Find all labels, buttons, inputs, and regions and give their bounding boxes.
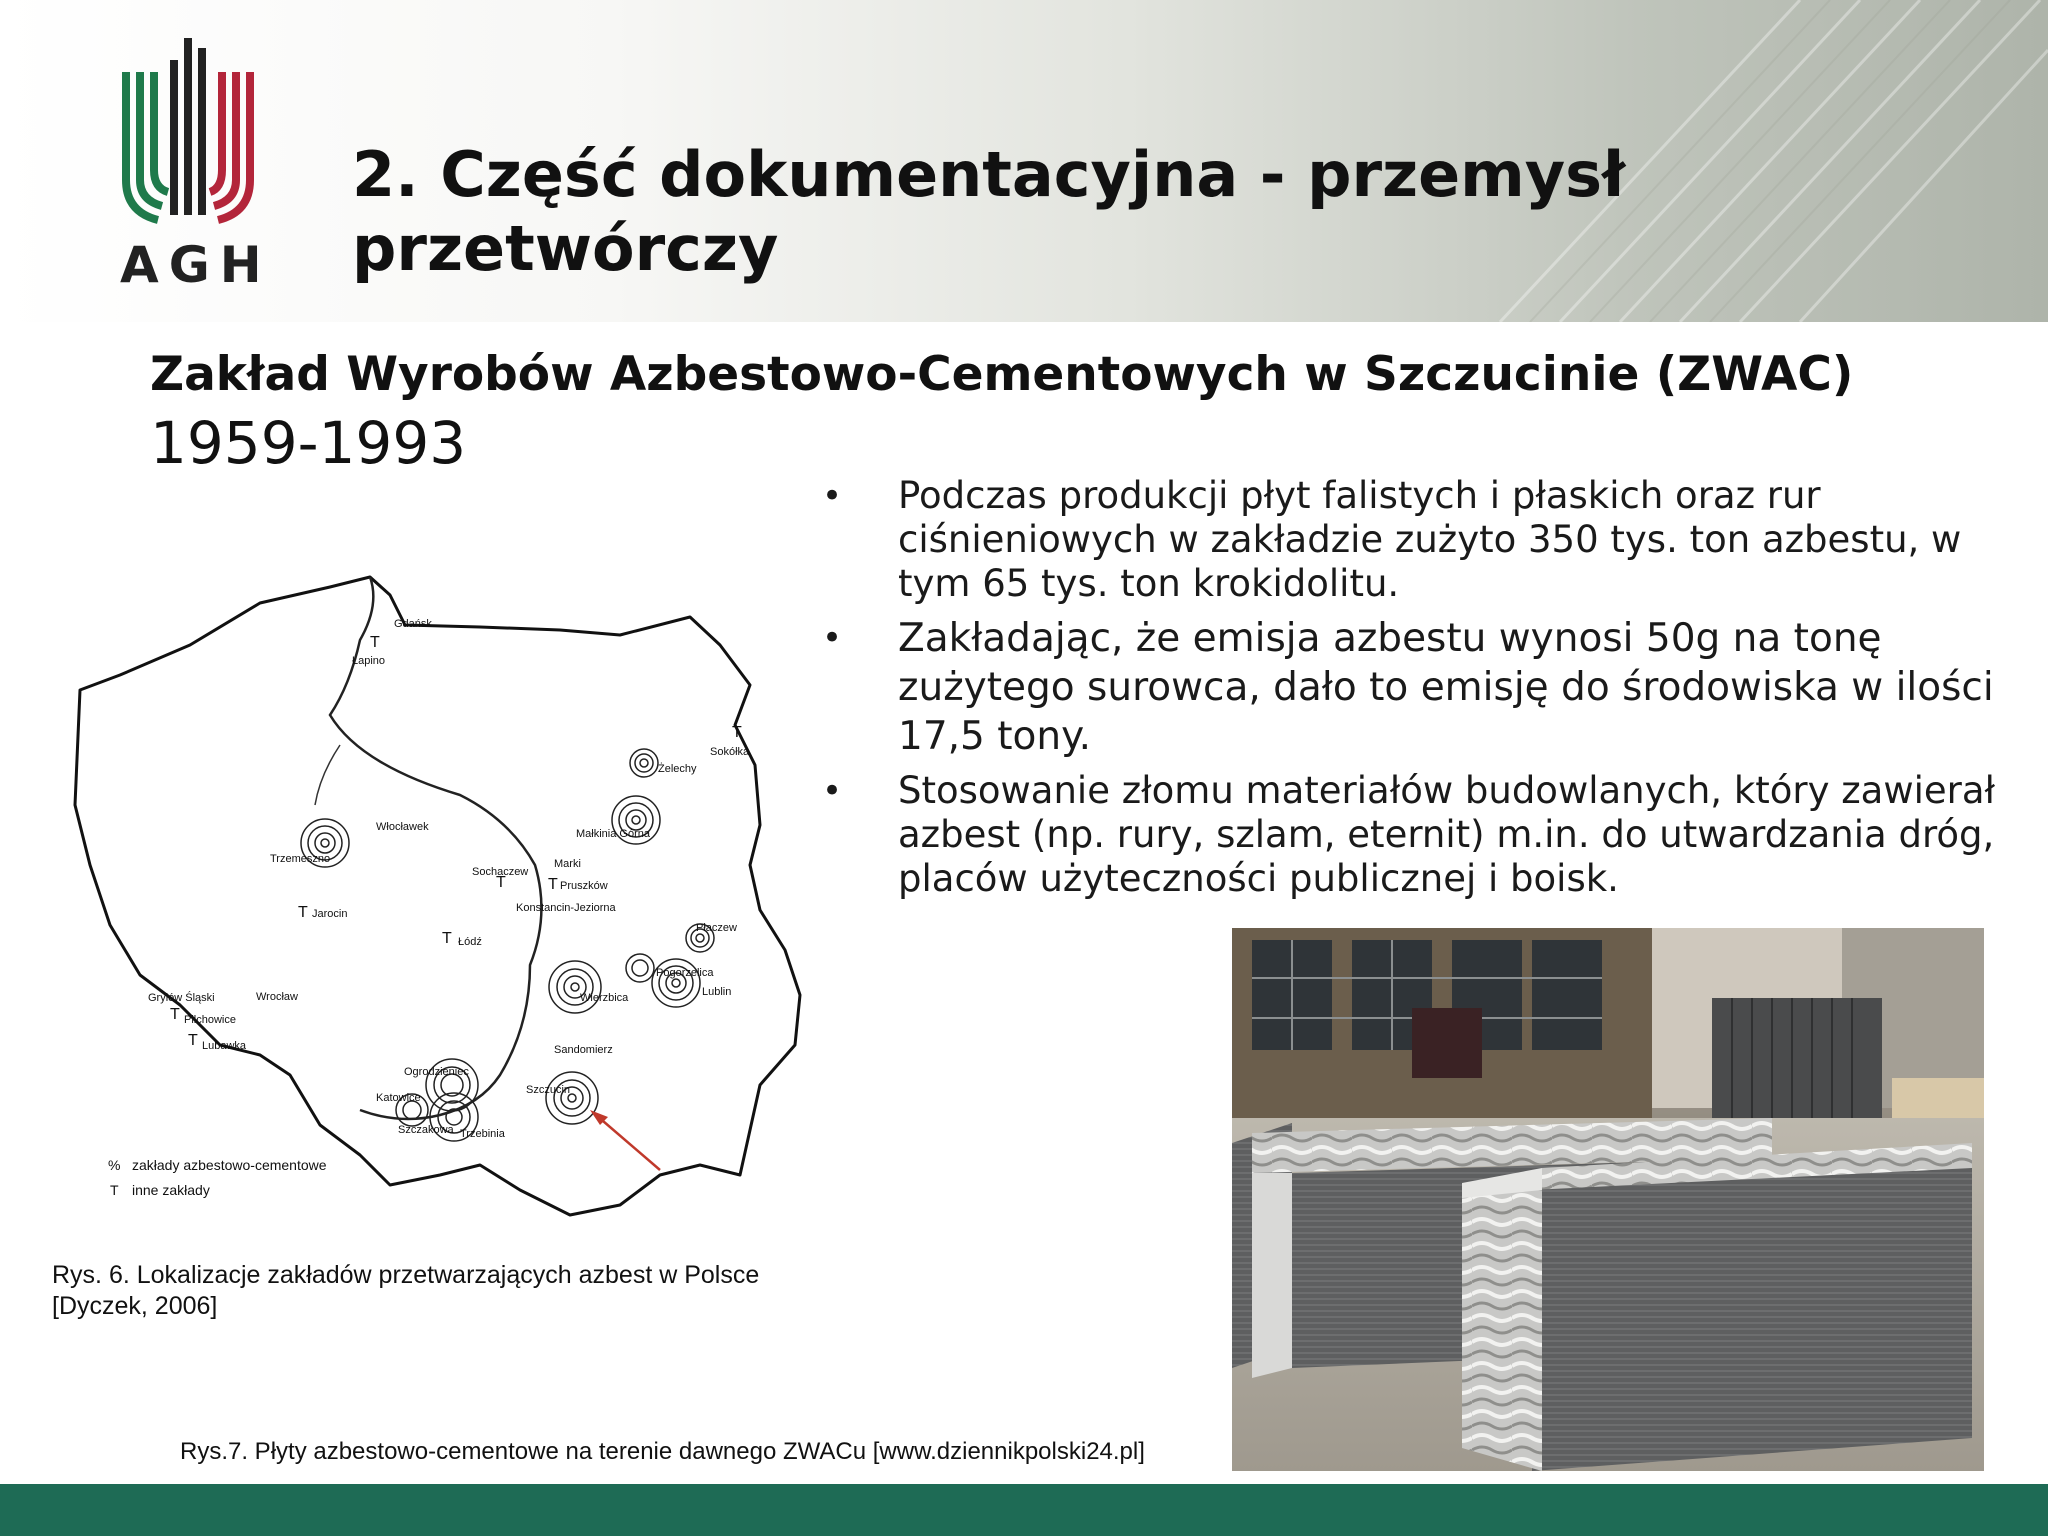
bullet-text: Podczas produkcji płyt falistych i płaskich oraz rur ciśnieniowych w zakładzie zużyto 350 tys. ton azbestu, w tym 65 tys. ton krokidolitu. [898, 474, 1962, 605]
t-marker: T [170, 1006, 180, 1023]
legend-text: zakłady azbestowo-cementowe [132, 1157, 327, 1173]
poland-map [60, 565, 820, 1255]
bullet-list [810, 474, 2038, 909]
map-label: Wrocław [256, 991, 298, 1003]
map-label: Łódź [458, 936, 482, 948]
map-label: Katowice [376, 1092, 421, 1104]
section-subtitle: Zakład Wyrobów Azbestowo-Cementowych w Szczucinie (ZWAC) [150, 347, 1854, 402]
legend-text: inne zakłady [132, 1182, 210, 1198]
map-label: Grylów Śląski [148, 992, 215, 1004]
map-label: Pogorzelica [656, 967, 714, 979]
bullet-item [810, 769, 2038, 901]
bullet-symbol: • [822, 771, 843, 811]
bullet-item [810, 474, 2038, 606]
t-marker: T [732, 724, 742, 741]
map-label: Małkinia Górna [576, 828, 650, 840]
legend-symbol: % [108, 1157, 121, 1173]
logo-wordmark: AGH [120, 236, 272, 294]
page-title: 2. Część dokumentacyjna - przemysł przetwórczy [352, 138, 1626, 285]
t-marker: T [442, 930, 452, 947]
map-label: Szczucin [526, 1084, 571, 1096]
map-label: Marki [554, 858, 581, 870]
map-label: Pruszków [560, 880, 608, 892]
map-label: Jarocin [312, 908, 348, 920]
bullet-symbol: • [822, 618, 843, 658]
t-marker: T [370, 634, 380, 651]
slide-header [0, 0, 2048, 322]
map-label: Sokółka [710, 746, 750, 758]
map-legend [108, 1157, 327, 1198]
t-marker: T [298, 904, 308, 921]
map-label: Sochaczew [472, 866, 529, 878]
map-label: Ogrodzieniec [404, 1066, 469, 1078]
map-label: Gdańsk [394, 618, 432, 630]
bullet-item [810, 614, 2038, 761]
map-label: Włocławek [376, 821, 429, 833]
bullet-text: Stosowanie złomu materiałów budowlanych, który zawierał azbest (np. rury, szlam, eternit) m.in. do utwardzania dróg, placów użyteczności publicznej i boisk. [898, 769, 1996, 900]
bullet-symbol: • [822, 476, 843, 516]
map-label: Konstancin-Jeziorna [516, 902, 616, 914]
map-label: Trzemeszno [270, 853, 331, 865]
asbestos-sheets-photo [1232, 928, 1984, 1471]
photo-caption: Rys.7. Płyty azbestowo-cementowe na terenie dawnego ZWACu [www.dziennikpolski24.pl] [180, 1438, 1145, 1465]
legend-symbol: T [110, 1182, 119, 1198]
t-marker: T [188, 1032, 198, 1049]
years-range: 1959-1993 [150, 409, 467, 477]
map-label: Sandomierz [554, 1044, 613, 1056]
map-label: Lubawka [202, 1040, 247, 1052]
map-label: Żelechy [658, 763, 697, 775]
map-label: Trzebinia [460, 1128, 505, 1140]
t-marker: T [496, 874, 506, 891]
map-label: Pilchowice [184, 1014, 236, 1026]
map-label: Łapino [352, 655, 386, 667]
map-label: Lublin [702, 986, 732, 998]
map-caption: Rys. 6. Lokalizacje zakładów przetwarzających azbest w Polsce [Dyczek, 2006] [52, 1261, 760, 1320]
footer-bar [0, 1484, 2048, 1536]
bullet-text: Zakładając, że emisja azbestu wynosi 50g na tonę zużytego surowca, dało to emisję do środowiska w ilości 17,5 tony. [898, 616, 1994, 759]
t-marker: T [548, 876, 558, 893]
map-label: Płaczew [696, 922, 737, 934]
map-label: Szczakowa [398, 1124, 454, 1136]
map-label: Wierzbica [580, 992, 629, 1004]
